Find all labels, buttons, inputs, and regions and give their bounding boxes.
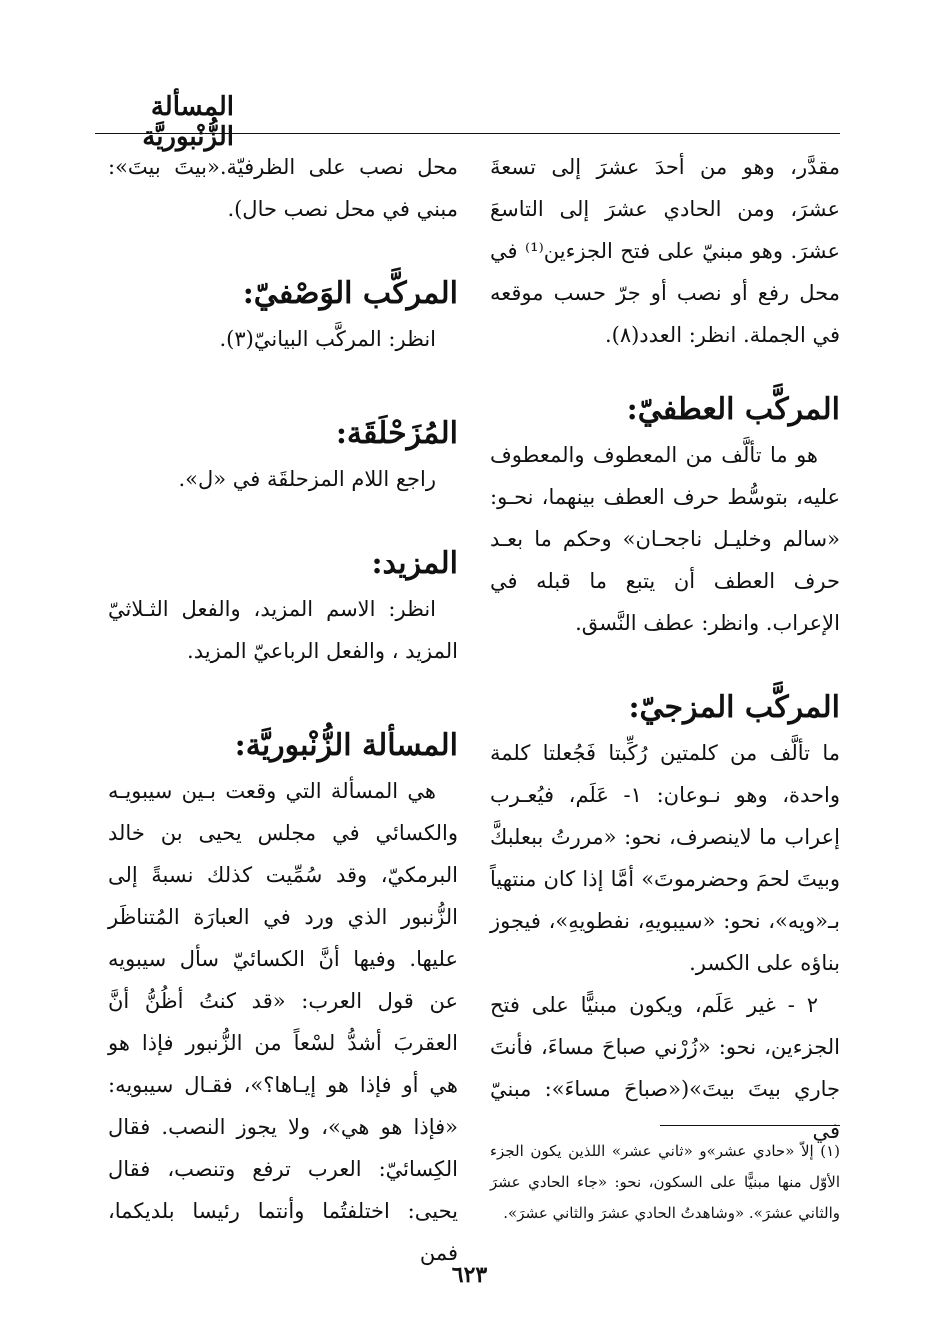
paragraph: ٢ - غير عَلَم، ويكون مبنيًّا على فتح الجزءين، نحو: «زُرْني صباحَ مساءَ، فأنتَ جاري بيتَ بيتَ»(«صباحَ مساءَ»: مبنيّ في bbox=[490, 993, 840, 1143]
paragraph: هو ما تألَّف من المعطوف والمعطوف عليه، بتوسُّط حرف العطف بينهما، نحـو: «سالم وخليـل ناجحـان» وحكم ما بعـد حرف العطف أن يتبع ما قبله في الإعراب. وانظر: عطف النَّسق. bbox=[490, 443, 840, 635]
paragraph: محل نصب على الظرفيّة.«بيتَ بيتَ»: مبني في محل نصب حال). bbox=[108, 155, 458, 221]
right-column bbox=[490, 146, 840, 1152]
paragraph: انظر: المركَّب البيانيّ(٣). bbox=[219, 327, 436, 351]
page-number: ٦٢٣ bbox=[451, 1262, 488, 1288]
paragraph: هي المسألة التي وقعت بـين سيبويـه والكسائي في مجلس يحيى بن خالد البرمكيّ، وقد سُمِّيت كذلك نسبةً إلى الزُّنبور الذي ورد في العبارَة المُتناظَر عليها. وفيها أنَّ الكسائيّ سأل سيبويه عن قول العرب: «قد كنتُ أظُنُّ أنَّ العقربَ أشدُّ لسْعاً من الزُّنبور فإذا هو هي أو فإذا هو إيـاها؟»، فقـال سيبويه: «فإذا هو هي»، ولا يجوز النصب. فقال الكِسائيّ: العرب ترفع وتنصب، فقال يحيى: اختلفتُما وأنتما رئيسا بلديكما، فمن bbox=[108, 779, 458, 1265]
header-rule bbox=[95, 133, 840, 134]
entry-heading: المركَّب العطفيّ: bbox=[626, 392, 840, 427]
left-column bbox=[108, 146, 458, 1274]
paragraph: انظر: الاسم المزيد، والفعل الثـلاثيّ المزيد ، والفعل الرباعيّ المزيد. bbox=[108, 597, 458, 663]
paragraph: ما تألَّف من كلمتين رُكِّبتا فَجُعلتا كلمة واحدة، وهو نـوعان: ١- عَلَم، فيُعـرب إعراب ما لاينصرف، نحو: «مررتُ ببعلبكَّ وبيتَ لحمَ وحضرموتَ» أمَّا إذا كان منتهياً بـ«ويه»، نحو: «سيبويهِ، نفطويهِ»، فيجوز بناؤه على الكسر. bbox=[490, 741, 840, 975]
paragraph: مقدَّر، وهو من أحدَ عشرَ إلى تسعةَ عشرَ، ومن الحادي عشرَ إلى التاسعَ عشرَ. وهو مبنيّ على فتح الجزءين⁽¹⁾ في محل رفع أو نصب أو جرّ حسب موقعه في الجملة. انظر: العدد(٨). bbox=[490, 155, 840, 347]
entry-heading: المزيد: bbox=[371, 546, 458, 581]
entry-heading: المسألة الزُّنْبوريَّة: bbox=[234, 728, 458, 763]
footnote-rule bbox=[660, 1125, 840, 1126]
entry-heading: المُزَحْلَقَة: bbox=[335, 416, 458, 451]
entry-heading: المركَّب الوَصْفيّ: bbox=[242, 276, 458, 311]
entry-heading: المركَّب المزجيّ: bbox=[628, 690, 840, 725]
paragraph: راجع اللام المزحلقَة في «ل». bbox=[178, 467, 436, 491]
footnote: (١) إلاّ «حادي عشر»و «ثاني عشر» اللذين يكون الجزء الأوّل منها مبنيًّا على السكون، نحو: «جاء الحادي عشرَ والثاني عشرَ». «وشاهدتُ الحادي عشرَ والثاني عشرَ». bbox=[490, 1142, 840, 1222]
page-header-title: المسألة الزُّنْبوريَّة bbox=[142, 92, 234, 152]
